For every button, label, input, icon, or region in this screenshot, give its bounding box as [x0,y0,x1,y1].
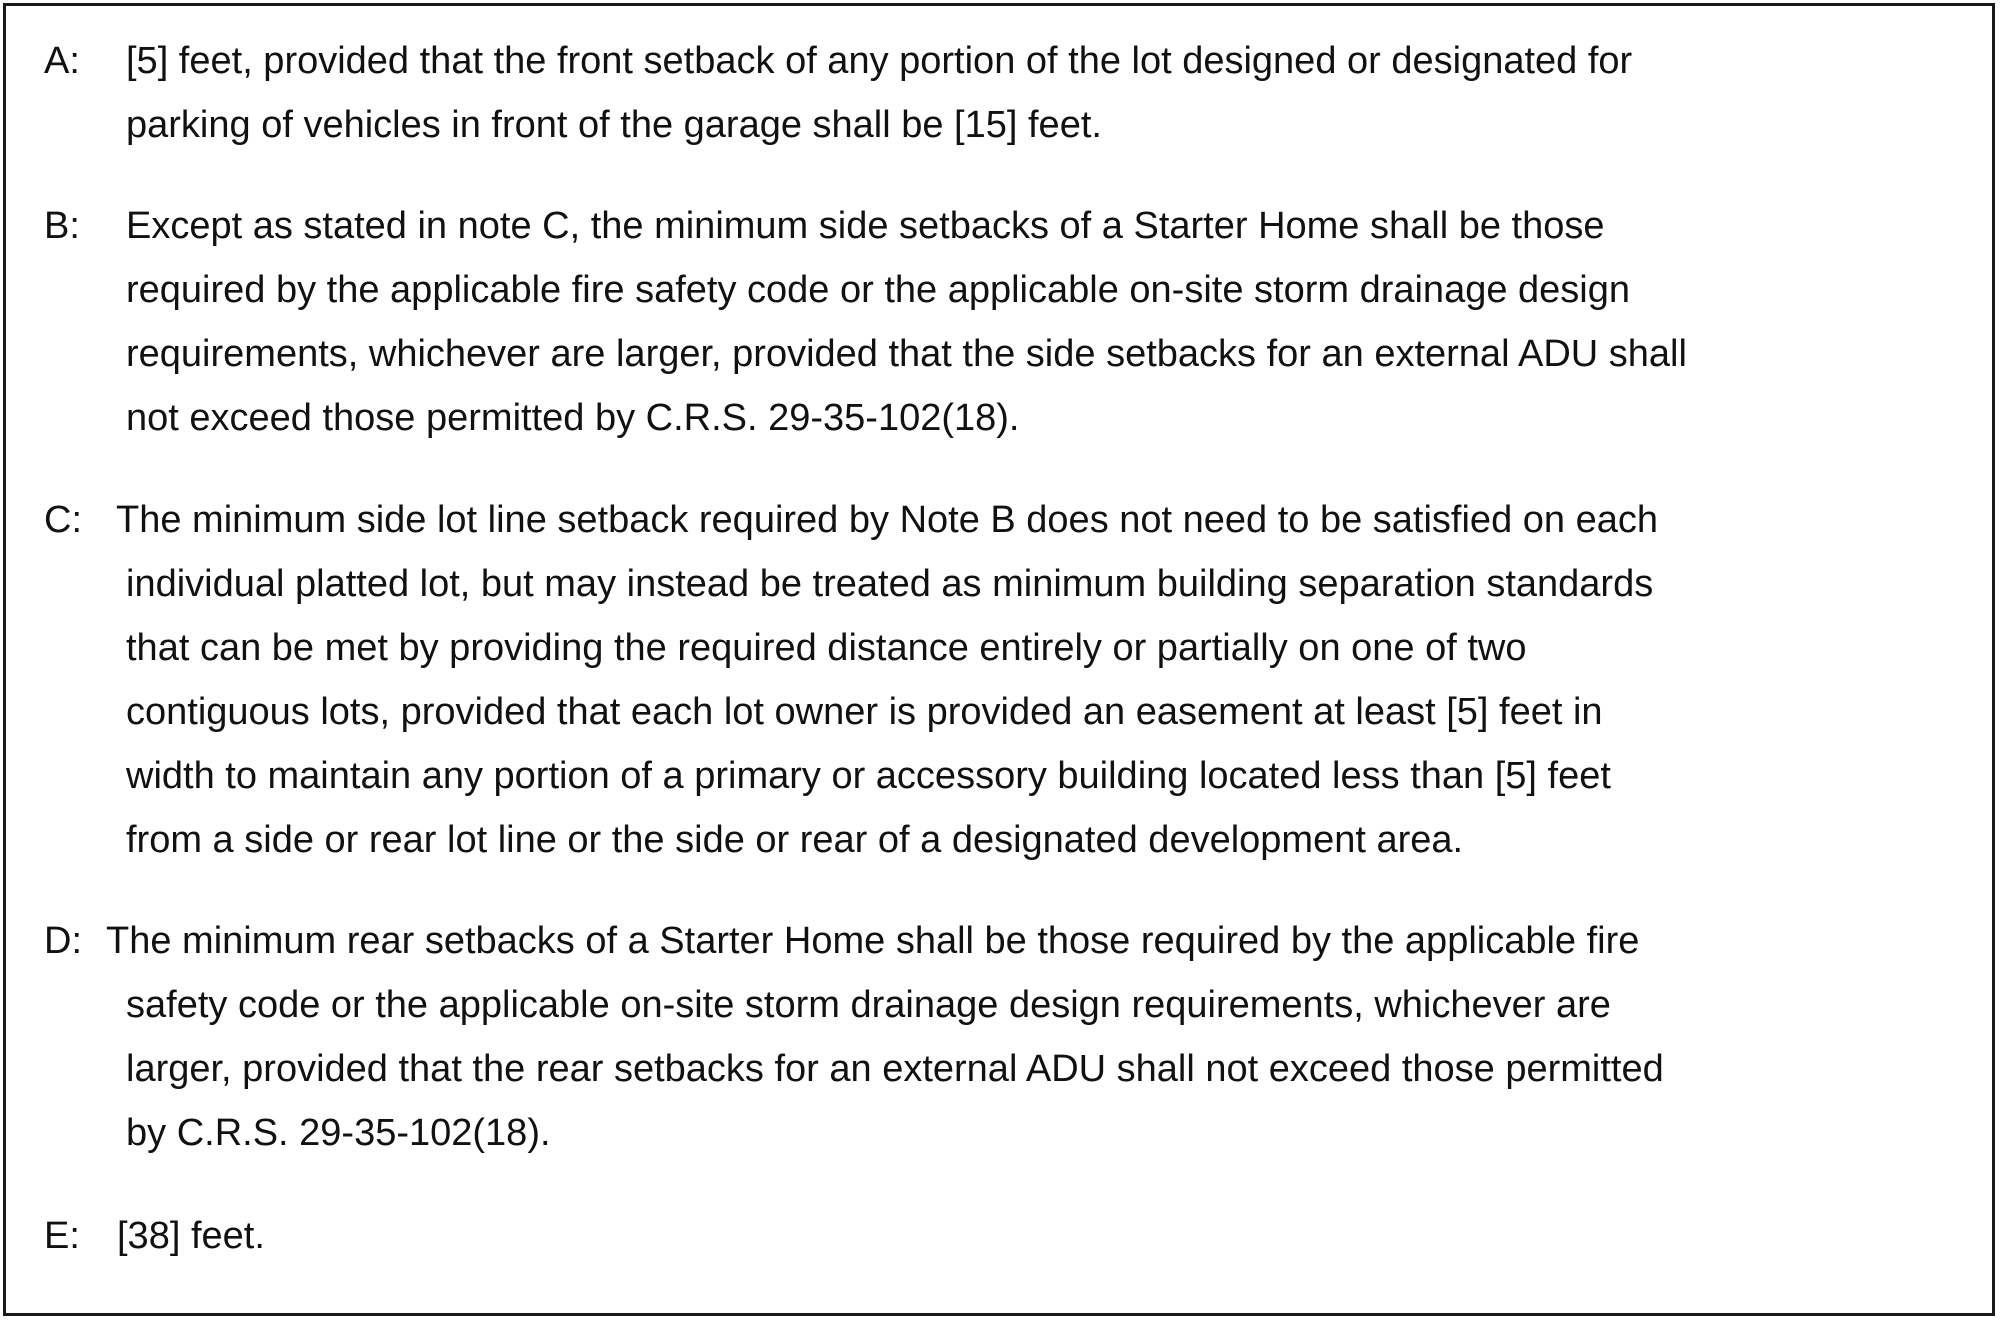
note-line: requirements, whichever are larger, provided that the side setbacks for an external ADU shall [126,333,1687,375]
note-line: contiguous lots, provided that each lot owner is provided an easement at least [5] feet in [126,691,1603,733]
note-line: [5] feet, provided that the front setback of any portion of the lot designed or designated for [126,40,1633,82]
note-line: that can be met by providing the required distance entirely or partially on one of two [126,627,1527,669]
note-line: by C.R.S. 29-35-102(18). [126,1112,551,1154]
note-line: individual platted lot, but may instead be treated as minimum building separation standards [126,563,1654,605]
note-line: width to maintain any portion of a primary or accessory building located less than [5] feet [126,755,1611,797]
note-letter: B: [44,205,80,247]
note-line: safety code or the applicable on-site storm drainage design requirements, whichever are [126,984,1611,1026]
note-letter: E: [44,1215,80,1257]
note-line: larger, provided that the rear setbacks for an external ADU shall not exceed those permitted [126,1048,1664,1090]
note-line: from a side or rear lot line or the side or rear of a designated development area. [126,819,1464,861]
note-line: The minimum rear setbacks of a Starter Home shall be those required by the applicable fire [106,920,1640,962]
note-line: parking of vehicles in front of the garage shall be [15] feet. [126,104,1102,146]
note-line: Except as stated in note C, the minimum side setbacks of a Starter Home shall be those [126,205,1605,247]
note-line: The minimum side lot line setback required by Note B does not need to be satisfied on each [116,499,1658,541]
note-line: required by the applicable fire safety code or the applicable on-site storm drainage design [126,269,1631,311]
note-line: not exceed those permitted by C.R.S. 29-35-102(18). [126,397,1020,439]
note-letter: D: [44,920,82,962]
note-line: [38] feet. [117,1215,265,1257]
note-letter: C: [44,499,82,541]
note-letter: A: [44,40,80,82]
notes-box [3,3,1995,1316]
